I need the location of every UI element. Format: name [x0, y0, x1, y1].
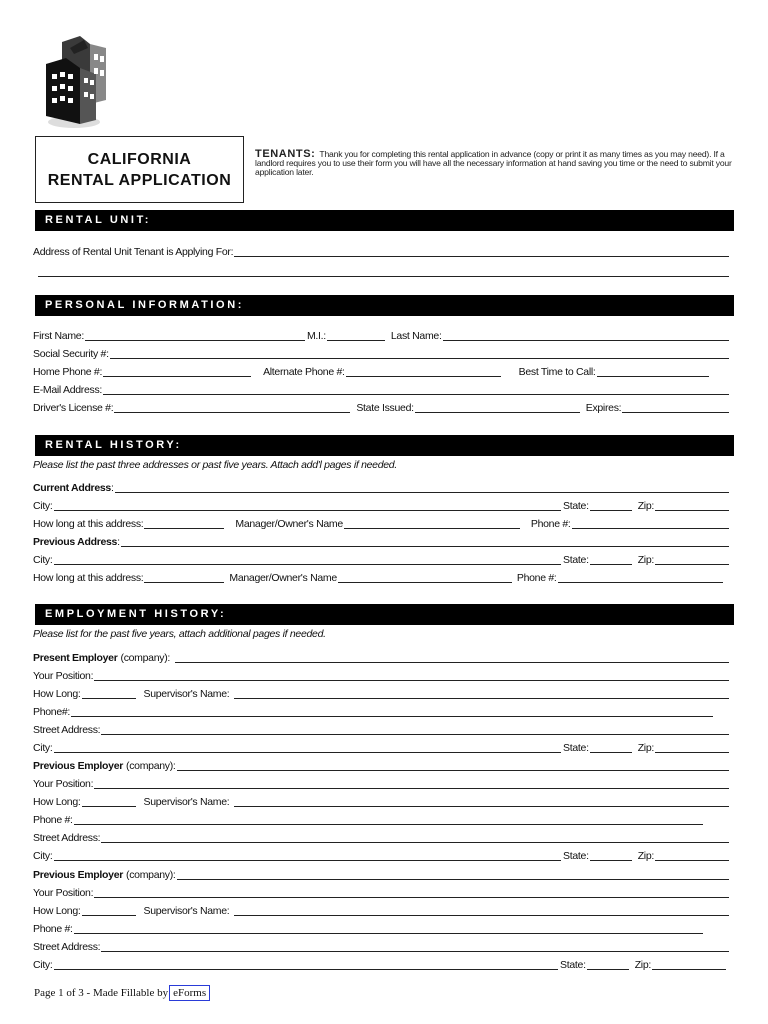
last-name-field[interactable] — [443, 330, 729, 341]
previous-1-howlong-field[interactable] — [82, 796, 136, 807]
email-field[interactable] — [103, 384, 729, 395]
previous-zip-field[interactable] — [655, 554, 729, 565]
best-time-field[interactable] — [597, 366, 709, 377]
previous-1-street-label: Street Address: — [33, 832, 101, 844]
previous-2-position-label: Your Position: — [33, 887, 94, 899]
previous-state-field[interactable] — [590, 554, 632, 565]
current-state-field[interactable] — [590, 500, 632, 511]
ssn-row — [33, 347, 731, 361]
previous-1-howlong-row — [33, 795, 731, 809]
email-row — [33, 383, 731, 397]
section-employment-history: EMPLOYMENT HISTORY: — [35, 604, 734, 625]
previous-howlong-label: How long at this address: — [33, 572, 144, 584]
previous-howlong-field[interactable] — [144, 572, 224, 583]
ssn-label: Social Security #: — [33, 348, 109, 360]
previous-1-city-field[interactable] — [54, 850, 562, 861]
previous-city-field[interactable] — [54, 554, 562, 565]
previous-1-position-row — [33, 777, 731, 791]
previous-address-label: Previous Address — [33, 536, 118, 548]
section-personal-information: PERSONAL INFORMATION: — [35, 295, 734, 316]
previous-1-street-row — [33, 831, 731, 845]
state-issued-field[interactable] — [415, 402, 580, 413]
previous-2-street-label: Street Address: — [33, 941, 101, 953]
previous-manager-field[interactable] — [338, 572, 512, 583]
email-label: E-Mail Address: — [33, 384, 103, 396]
previous-2-phone-row — [33, 922, 731, 936]
current-phone-field[interactable] — [572, 518, 729, 529]
current-zip-label: Zip: — [637, 500, 654, 512]
previous-address-colon: : — [117, 536, 120, 548]
previous-2-position-row — [33, 886, 731, 900]
rental-address-row-2 — [33, 265, 731, 279]
alt-phone-label: Alternate Phone #: — [263, 366, 345, 378]
previous-2-phone-field[interactable] — [74, 923, 703, 934]
expires-field[interactable] — [622, 402, 729, 413]
home-phone-label: Home Phone #: — [33, 366, 103, 378]
previous-1-position-field[interactable] — [94, 778, 729, 789]
previous-employer-2-label: Previous Employer — [33, 869, 124, 881]
present-employer-label: Present Employer — [33, 652, 118, 664]
previous-1-street-field[interactable] — [101, 832, 729, 843]
previous-1-company-label: (company): — [126, 760, 176, 772]
present-state-label: State: — [563, 742, 589, 754]
current-manager-field[interactable] — [344, 518, 520, 529]
previous-2-supervisor-label: Supervisor's Name: — [143, 905, 230, 917]
current-manager-label: Manager/Owner's Name — [235, 518, 343, 530]
first-name-field[interactable] — [85, 330, 305, 341]
license-field[interactable] — [114, 402, 350, 413]
present-phone-row — [33, 705, 731, 719]
tenants-text: Thank you for completing this rental application in advance (copy or print it as many times as you may need). If a landlord requires you to use their form you will have all the necessary information at hand saving you time or the need to submit your application later. — [255, 149, 732, 177]
rental-address-row — [33, 245, 731, 259]
previous-2-zip-label: Zip: — [634, 959, 651, 971]
previous-1-state-field[interactable] — [590, 850, 632, 861]
previous-howlong-row — [33, 571, 731, 585]
current-phone-label: Phone #: — [530, 518, 571, 530]
page-footer — [34, 985, 210, 1001]
previous-2-company-label: (company): — [126, 869, 176, 881]
mi-field[interactable] — [327, 330, 385, 341]
rental-address-field-2[interactable] — [38, 266, 729, 277]
license-label: Driver's License #: — [33, 402, 114, 414]
present-city-label: City: — [33, 742, 53, 754]
present-howlong-field[interactable] — [82, 688, 136, 699]
present-company-label: (company): — [120, 652, 171, 664]
previous-2-position-field[interactable] — [94, 887, 729, 898]
present-position-label: Your Position: — [33, 670, 94, 682]
present-supervisor-field[interactable] — [234, 688, 729, 699]
present-street-row — [33, 723, 731, 737]
previous-1-phone-label: Phone #: — [33, 814, 73, 826]
previous-address-field[interactable] — [121, 536, 729, 547]
previous-1-phone-field[interactable] — [74, 814, 703, 825]
rental-address-field[interactable] — [234, 246, 729, 257]
present-employer-field[interactable] — [175, 652, 729, 663]
section-rental-history: RENTAL HISTORY: — [35, 435, 734, 456]
eforms-link[interactable]: eForms — [169, 985, 210, 1001]
current-address-field[interactable] — [115, 482, 729, 493]
previous-1-supervisor-label: Supervisor's Name: — [143, 796, 230, 808]
previous-2-state-label: State: — [560, 959, 586, 971]
present-employer-row — [33, 651, 731, 665]
state-issued-label: State Issued: — [356, 402, 414, 414]
ssn-field[interactable] — [110, 348, 729, 359]
home-phone-field[interactable] — [103, 366, 251, 377]
previous-city-row — [33, 553, 731, 567]
best-time-label: Best Time to Call: — [518, 366, 596, 378]
previous-1-zip-field[interactable] — [655, 850, 729, 861]
previous-2-city-row — [33, 958, 731, 972]
current-address-label: Current Address — [33, 482, 111, 494]
license-row — [33, 401, 731, 415]
tenants-notice — [255, 150, 737, 177]
current-howlong-row — [33, 517, 731, 531]
present-zip-field[interactable] — [655, 742, 729, 753]
previous-2-city-label: City: — [33, 959, 53, 971]
previous-phone-field[interactable] — [558, 572, 723, 583]
previous-1-city-row — [33, 849, 731, 863]
title-line-2: RENTAL APPLICATION — [47, 171, 232, 189]
rental-history-note: Please list the past three addresses or past five years. Attach add'l pages if needed. — [33, 459, 397, 471]
previous-address-row — [33, 535, 731, 549]
footer-text: Page 1 of 3 - Made Fillable by — [34, 987, 169, 999]
first-name-label: First Name: — [33, 330, 84, 342]
current-city-field[interactable] — [54, 500, 562, 511]
previous-1-city-label: City: — [33, 850, 53, 862]
present-howlong-label: How Long: — [33, 688, 81, 700]
mi-label: M.I.: — [306, 330, 326, 342]
employment-note: Please list for the past five years, attach additional pages if needed. — [33, 628, 326, 640]
previous-state-label: State: — [563, 554, 589, 566]
building-logo-icon — [40, 34, 112, 130]
expires-label: Expires: — [585, 402, 622, 414]
current-city-row — [33, 499, 731, 513]
present-state-field[interactable] — [590, 742, 632, 753]
previous-1-zip-label: Zip: — [637, 850, 654, 862]
tenants-label: TENANTS: — [255, 148, 316, 160]
previous-1-position-label: Your Position: — [33, 778, 94, 790]
previous-2-city-field[interactable] — [54, 959, 559, 970]
previous-phone-label: Phone #: — [516, 572, 557, 584]
present-howlong-row — [33, 687, 731, 701]
last-name-label: Last Name: — [390, 330, 442, 342]
previous-employer-1-row — [33, 759, 731, 773]
current-address-row — [33, 481, 731, 495]
present-supervisor-label: Supervisor's Name: — [143, 688, 230, 700]
previous-zip-label: Zip: — [637, 554, 654, 566]
previous-employer-1-field[interactable] — [177, 760, 729, 771]
previous-2-phone-label: Phone #: — [33, 923, 73, 935]
previous-employer-2-field[interactable] — [177, 869, 729, 880]
form-title-box — [35, 136, 244, 203]
phone-row — [33, 365, 731, 379]
current-howlong-label: How long at this address: — [33, 518, 144, 530]
current-city-label: City: — [33, 500, 53, 512]
previous-employer-1-label: Previous Employer — [33, 760, 124, 772]
previous-2-supervisor-field[interactable] — [234, 905, 729, 916]
previous-2-howlong-label: How Long: — [33, 905, 81, 917]
current-state-label: State: — [563, 500, 589, 512]
previous-2-howlong-row — [33, 904, 731, 918]
present-position-row — [33, 669, 731, 683]
present-city-field[interactable] — [54, 742, 562, 753]
previous-2-street-row — [33, 940, 731, 954]
name-row — [33, 329, 731, 343]
present-position-field[interactable] — [94, 670, 729, 681]
previous-manager-label: Manager/Owner's Name — [229, 572, 337, 584]
previous-2-zip-field[interactable] — [652, 959, 726, 970]
previous-2-state-field[interactable] — [587, 959, 629, 970]
current-howlong-field[interactable] — [144, 518, 224, 529]
current-address-colon: : — [110, 482, 114, 494]
present-phone-field[interactable] — [71, 706, 713, 717]
current-zip-field[interactable] — [655, 500, 729, 511]
previous-2-street-field[interactable] — [101, 941, 729, 952]
previous-2-howlong-field[interactable] — [82, 905, 136, 916]
present-street-label: Street Address: — [33, 724, 101, 736]
present-zip-label: Zip: — [637, 742, 654, 754]
previous-1-supervisor-field[interactable] — [234, 796, 729, 807]
present-phone-label: Phone#: — [33, 706, 71, 718]
present-street-field[interactable] — [101, 724, 729, 735]
section-rental-unit: RENTAL UNIT: — [35, 210, 734, 231]
rental-address-label: Address of Rental Unit Tenant is Applying For: — [33, 246, 234, 258]
previous-1-howlong-label: How Long: — [33, 796, 81, 808]
previous-1-state-label: State: — [563, 850, 589, 862]
title-line-1: CALIFORNIA — [87, 150, 192, 168]
alt-phone-field[interactable] — [346, 366, 501, 377]
previous-1-phone-row — [33, 813, 731, 827]
previous-city-label: City: — [33, 554, 53, 566]
previous-employer-2-row — [33, 868, 731, 882]
present-city-row — [33, 741, 731, 755]
